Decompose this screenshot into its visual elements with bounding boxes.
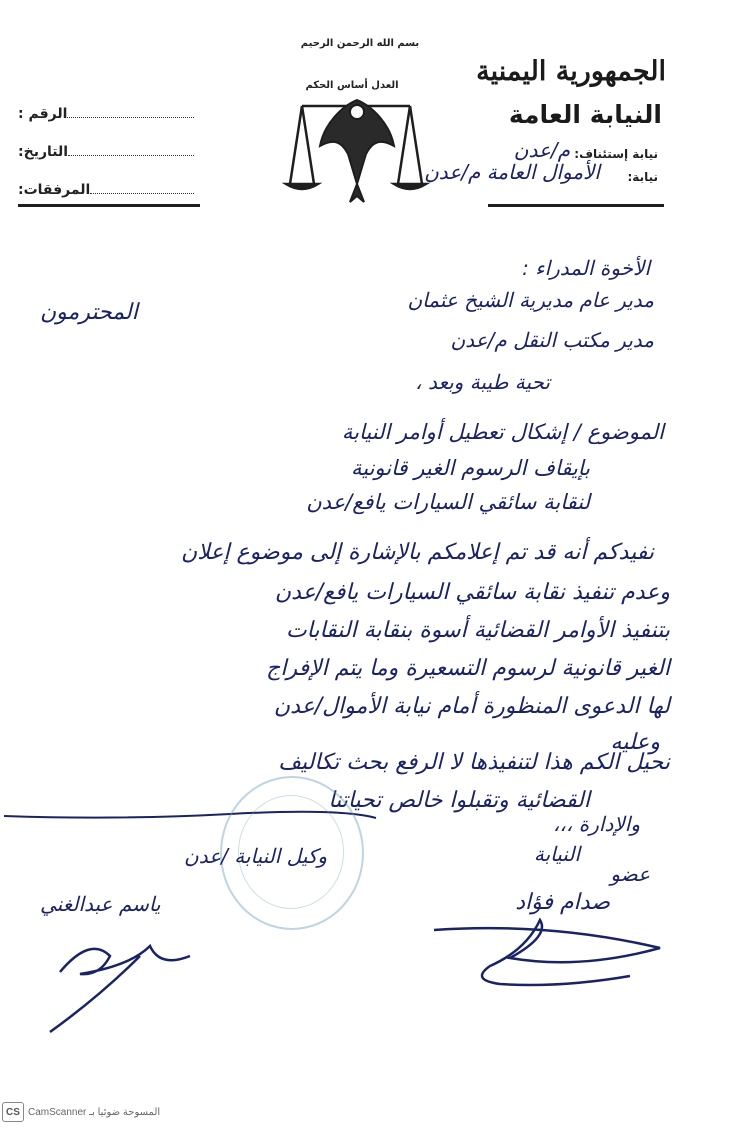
signoff-regards: والإدارة ،،، — [553, 812, 640, 836]
camscanner-text: CamScanner المسوحة ضوئيا بـ — [28, 1106, 161, 1118]
appeal-value: م/عدن — [513, 138, 570, 162]
basmala: بسم الله الرحمن الرحيم — [300, 38, 420, 49]
addressee-line-1: الأخوة المدراء : — [522, 256, 650, 280]
left-name: ياسم عبدالغني — [40, 892, 161, 916]
body-line-2: وعدم تنفيذ نقابة سائقي السيارات يافع/عدن — [274, 580, 670, 605]
body-line-5: لها الدعوى المنظورة أمام نيابة الأموال/عدن — [273, 694, 670, 719]
camscanner-icon: CS — [2, 1102, 24, 1122]
field-date-label: التاريخ: — [18, 144, 69, 160]
field-date-line — [68, 155, 194, 156]
camscanner-footer — [2, 1100, 202, 1124]
addressee-line-3: مدير مكتب النقل م/عدن — [450, 328, 654, 352]
header-left-rule — [18, 204, 200, 207]
body-line-4: الغير قانونية لرسوم التسعيرة وما يتم الإفراج — [266, 656, 670, 681]
body-line-1: نفيدكم أنه قد تم إعلامكم بالإشارة إلى موضوع إعلان — [181, 540, 654, 565]
body-line-3: بتنفيذ الأوامر القضائية أسوة بنقابة النقابات — [285, 618, 670, 643]
greeting: تحية طيبة وبعد ، — [415, 370, 550, 394]
office-label: نيابة: — [627, 170, 658, 184]
body-line-6: وعليه — [610, 730, 660, 755]
right-signature — [430, 900, 670, 990]
body-line-7: نحيل الكم هذا لتنفيذها لا الرفع بحث تكاليف — [278, 750, 670, 775]
honorific: المحترمون — [40, 300, 138, 325]
field-number-label: الرقم : — [18, 106, 68, 122]
addressee-line-2: مدير عام مديرية الشيخ عثمان — [407, 288, 654, 312]
signoff-office: النيابة — [533, 842, 580, 866]
left-signature — [40, 916, 200, 1036]
republic-title: الجمهورية اليمنية — [476, 56, 666, 87]
left-title: وكيل النيابة /عدن — [184, 844, 328, 868]
motto: العدل أساس الحكم — [305, 80, 399, 91]
subject-line-2: بإيقاف الرسوم الغير قانونية — [350, 456, 590, 480]
field-number — [18, 100, 200, 122]
subject-line-1: الموضوع / إشكال تعطيل أوامر النيابة — [341, 420, 664, 444]
field-attachments-line — [90, 193, 194, 194]
scales-eagle-emblem — [272, 34, 442, 204]
office-value: الأموال العامة م/عدن — [424, 160, 600, 184]
appeal-label: نيابة إستئناف: — [574, 147, 658, 161]
signoff-member: عضو — [610, 862, 650, 886]
prosecution-title: النيابة العامة — [508, 100, 662, 129]
field-number-line — [67, 117, 194, 118]
header-right-rule — [488, 204, 664, 207]
field-attachments-label: المرفقات: — [18, 182, 91, 198]
field-attachments — [18, 176, 200, 198]
body-line-8: القضائية وتقبلوا خالص تحياتنا — [328, 788, 590, 813]
signoff-name: صدام فؤاد — [515, 890, 610, 915]
subject-line-3: لنقابة سائقي السيارات يافع/عدن — [306, 490, 590, 514]
field-date — [18, 138, 200, 160]
